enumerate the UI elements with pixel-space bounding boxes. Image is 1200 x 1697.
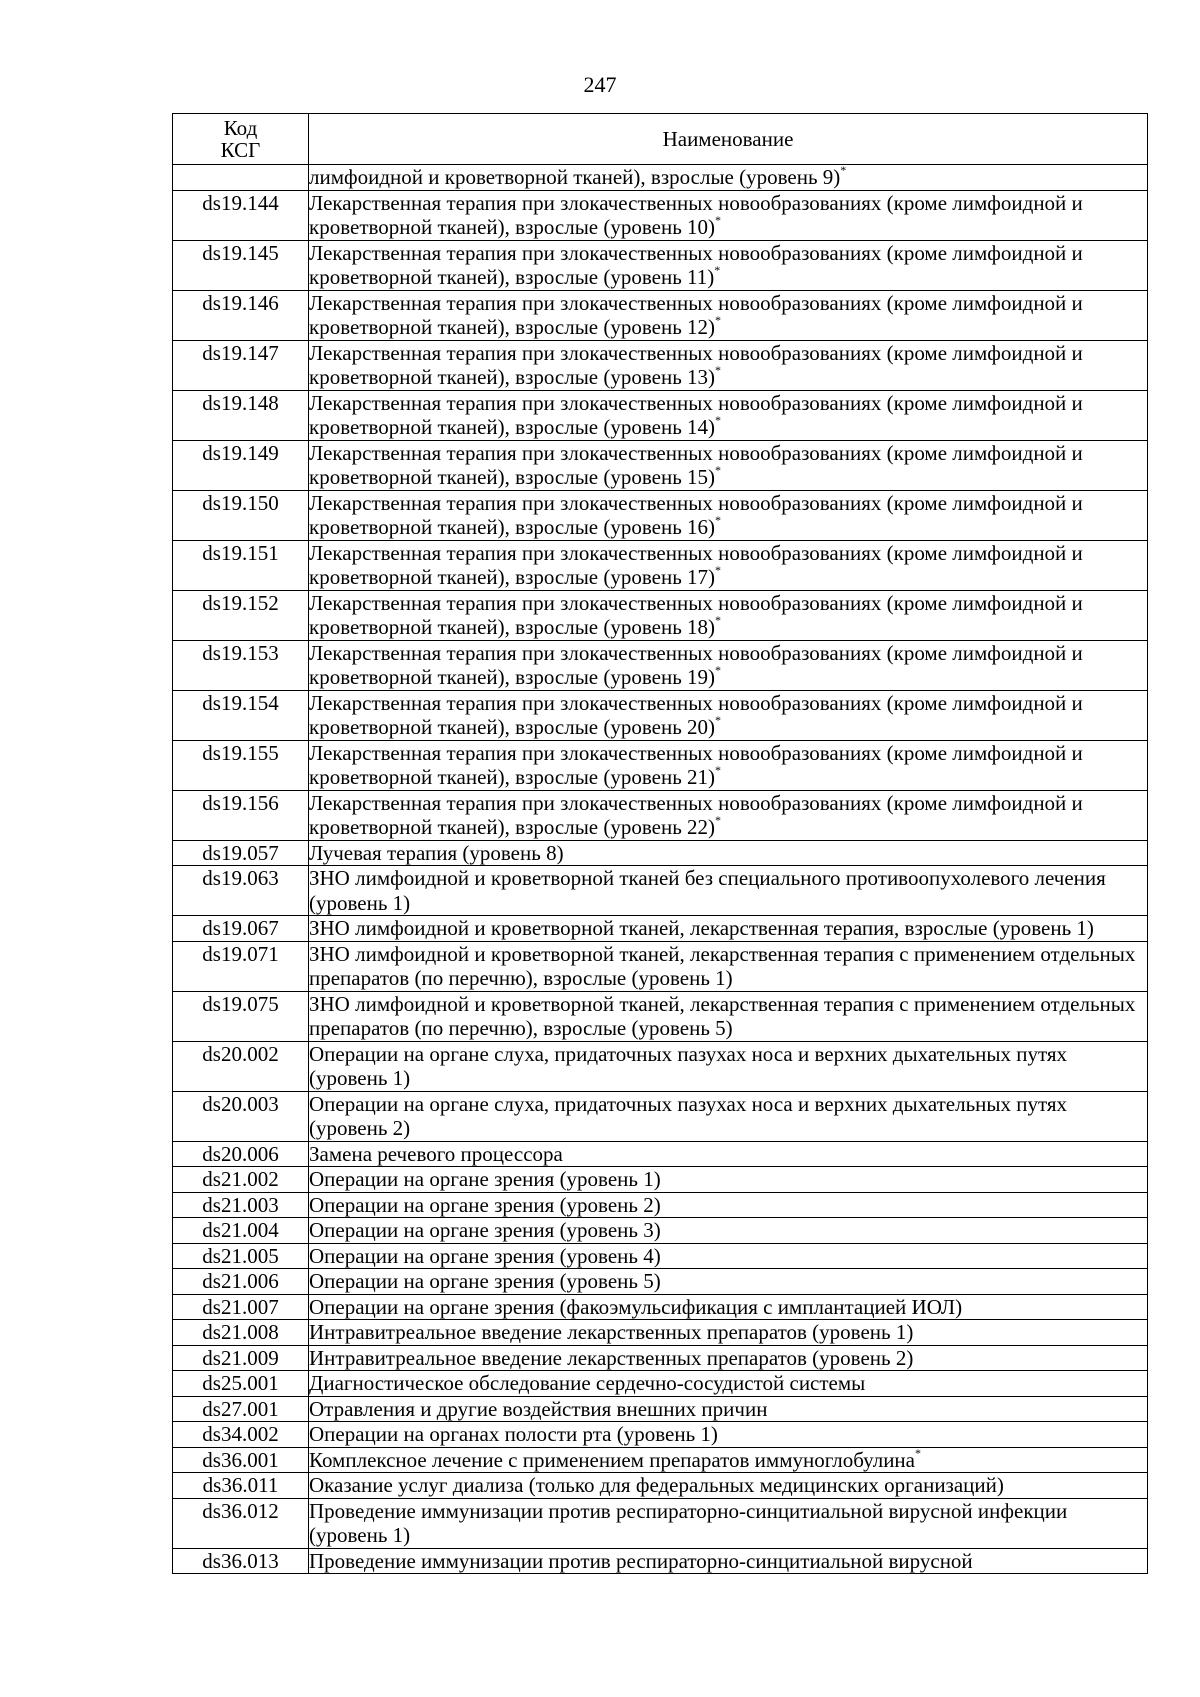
- table-row: [173, 165, 1148, 191]
- footnote-asterisk: *: [714, 263, 721, 277]
- ksg-name-text: Интравитреальное введение лекарственных препаратов (уровень 2): [309, 1345, 914, 1370]
- ksg-name-cell: [309, 840, 1148, 866]
- table-row: [173, 1167, 1148, 1193]
- table-row: [173, 1192, 1148, 1218]
- ksg-name-cell: [309, 1396, 1148, 1422]
- footnote-asterisk: *: [715, 613, 722, 627]
- ksg-code-cell: ds20.003: [173, 1091, 309, 1141]
- table-row: [173, 941, 1148, 991]
- ksg-name-text: Операции на органе слуха, придаточных пазухах носа и верхних дыхательных путях (уровень 2): [309, 1091, 1068, 1140]
- footnote-asterisk: *: [840, 163, 847, 177]
- ksg-name-text: Операции на органе зрения (уровень 4): [309, 1243, 661, 1268]
- footnote-asterisk: *: [715, 413, 722, 427]
- footnote-asterisk: *: [715, 463, 722, 477]
- ksg-code-cell: ds19.144: [173, 190, 309, 240]
- table-row: [173, 840, 1148, 866]
- table-row: [173, 640, 1148, 690]
- table-row: [173, 866, 1148, 916]
- ksg-name-text: Лучевая терапия (уровень 8): [309, 840, 564, 865]
- footnote-asterisk: *: [715, 663, 722, 677]
- header-code: [173, 114, 309, 165]
- ksg-code-cell: ds19.156: [173, 790, 309, 840]
- ksg-code-cell: ds19.151: [173, 540, 309, 590]
- table-row: [173, 1243, 1148, 1269]
- ksg-name-cell: [309, 340, 1148, 390]
- ksg-code-cell: ds34.002: [173, 1422, 309, 1448]
- ksg-name-text: Проведение иммунизации против респираторно-синцитиальной вирусной: [309, 1548, 973, 1573]
- ksg-name-text: лимфоидной и кроветворной тканей), взрослые (уровень 9): [309, 165, 841, 189]
- ksg-name-text: Операции на органе зрения (уровень 3): [309, 1218, 661, 1242]
- table-row: [173, 1141, 1148, 1167]
- table-row: [173, 190, 1148, 240]
- ksg-name-cell: [309, 1091, 1148, 1141]
- ksg-name-cell: [309, 190, 1148, 240]
- ksg-name-cell: [309, 1243, 1148, 1269]
- ksg-name-text: ЗНО лимфоидной и кроветворной тканей, лекарственная терапия с применением отдельных препаратов (по перечню), взрослые (уровень 1): [309, 941, 1136, 990]
- ksg-name-text: Лекарственная терапия при злокачественных новообразованиях (кроме лимфоидной и кроветворной тканей), взрослые (уровень 14): [309, 390, 1083, 439]
- footnote-asterisk: *: [715, 563, 722, 577]
- table-row: [173, 540, 1148, 590]
- ksg-name-cell: [309, 941, 1148, 991]
- table-row: [173, 390, 1148, 440]
- ksg-code-cell: ds20.002: [173, 1041, 309, 1091]
- ksg-code-cell: ds19.145: [173, 240, 309, 290]
- table-row: [173, 440, 1148, 490]
- table-row: [173, 1548, 1148, 1574]
- ksg-name-text: Операции на органе слуха, придаточных пазухах носа и верхних дыхательных путях (уровень 1): [309, 1041, 1068, 1090]
- ksg-name-text: ЗНО лимфоидной и кроветворной тканей без специального противоопухолевого лечения (уровень 1): [309, 866, 1106, 915]
- ksg-name-cell: [309, 1218, 1148, 1244]
- ksg-name-cell: [309, 740, 1148, 790]
- ksg-code-cell: ds19.155: [173, 740, 309, 790]
- ksg-name-cell: [309, 540, 1148, 590]
- ksg-name-cell: [309, 916, 1148, 942]
- ksg-name-text: Проведение иммунизации против респираторно-синцитиальной вирусной инфекции (уровень 1): [309, 1498, 1068, 1547]
- ksg-code-cell: ds19.154: [173, 690, 309, 740]
- table-row: [173, 1473, 1148, 1499]
- ksg-code-cell: ds36.012: [173, 1498, 309, 1548]
- header-code-line1: Код: [223, 116, 258, 140]
- ksg-name-text: ЗНО лимфоидной и кроветворной тканей, лекарственная терапия, взрослые (уровень 1): [309, 916, 1094, 940]
- ksg-code-cell: ds20.006: [173, 1141, 309, 1167]
- ksg-name-text: Лекарственная терапия при злокачественных новообразованиях (кроме лимфоидной и кроветворной тканей), взрослые (уровень 19): [309, 640, 1083, 689]
- ksg-name-cell: [309, 1320, 1148, 1346]
- ksg-name-text: ЗНО лимфоидной и кроветворной тканей, лекарственная терапия с применением отдельных препаратов (по перечню), взрослые (уровень 5): [309, 991, 1136, 1040]
- ksg-code-cell: ds21.002: [173, 1167, 309, 1193]
- header-code-line2: КСГ: [220, 138, 261, 162]
- footnote-asterisk: *: [715, 363, 722, 377]
- table-row: [173, 991, 1148, 1041]
- table-row: [173, 690, 1148, 740]
- table-row: [173, 1345, 1148, 1371]
- ksg-code-cell: ds21.009: [173, 1345, 309, 1371]
- ksg-name-text: Лекарственная терапия при злокачественных новообразованиях (кроме лимфоидной и кроветворной тканей), взрослые (уровень 17): [309, 540, 1083, 589]
- ksg-name-text: Операции на органе зрения (уровень 1): [309, 1167, 661, 1191]
- footnote-asterisk: *: [715, 713, 722, 727]
- ksg-code-cell: ds19.063: [173, 866, 309, 916]
- table-row: [173, 1041, 1148, 1091]
- ksg-code-cell: ds27.001: [173, 1396, 309, 1422]
- table-row: [173, 916, 1148, 942]
- ksg-code-cell: ds21.006: [173, 1269, 309, 1295]
- ksg-name-cell: [309, 1498, 1148, 1548]
- table-body: [173, 165, 1148, 1574]
- table-row: [173, 340, 1148, 390]
- ksg-name-text: Операции на органах полости рта (уровень 1): [309, 1422, 718, 1446]
- ksg-code-cell: ds19.153: [173, 640, 309, 690]
- ksg-code-cell: ds19.071: [173, 941, 309, 991]
- ksg-name-text: Операции на органе зрения (уровень 2): [309, 1192, 661, 1217]
- ksg-name-cell: [309, 390, 1148, 440]
- ksg-code-cell: ds19.149: [173, 440, 309, 490]
- ksg-name-text: Лекарственная терапия при злокачественных новообразованиях (кроме лимфоидной и кроветворной тканей), взрослые (уровень 12): [309, 290, 1083, 339]
- ksg-name-text: Лекарственная терапия при злокачественных новообразованиях (кроме лимфоидной и кроветворной тканей), взрослые (уровень 10): [309, 190, 1083, 239]
- page-number: 247: [583, 72, 617, 97]
- ksg-name-text: Лекарственная терапия при злокачественных новообразованиях (кроме лимфоидной и кроветворной тканей), взрослые (уровень 22): [309, 790, 1083, 839]
- table-header-row: [173, 114, 1148, 165]
- ksg-code-cell: ds19.057: [173, 840, 309, 866]
- ksg-name-cell: [309, 1345, 1148, 1371]
- ksg-name-cell: [309, 290, 1148, 340]
- ksg-code-cell: ds19.148: [173, 390, 309, 440]
- table-row: [173, 490, 1148, 540]
- ksg-name-text: Лекарственная терапия при злокачественных новообразованиях (кроме лимфоидной и кроветворной тканей), взрослые (уровень 16): [309, 490, 1083, 539]
- ksg-code-cell: ds21.007: [173, 1294, 309, 1320]
- ksg-name-cell: [309, 1422, 1148, 1448]
- ksg-table: [172, 113, 1148, 1574]
- ksg-name-text: Оказание услуг диализа (только для федеральных медицинских организаций): [309, 1473, 1004, 1497]
- ksg-name-text: Интравитреальное введение лекарственных препаратов (уровень 1): [309, 1320, 914, 1344]
- ksg-name-cell: [309, 690, 1148, 740]
- ksg-name-cell: [309, 1041, 1148, 1091]
- ksg-code-cell: ds19.147: [173, 340, 309, 390]
- ksg-name-text: Лекарственная терапия при злокачественных новообразованиях (кроме лимфоидной и кроветворной тканей), взрослые (уровень 11): [309, 240, 1083, 289]
- ksg-name-cell: [309, 1548, 1148, 1574]
- ksg-code-cell: ds21.003: [173, 1192, 309, 1218]
- ksg-name-text: Лекарственная терапия при злокачественных новообразованиях (кроме лимфоидной и кроветворной тканей), взрослые (уровень 13): [309, 340, 1083, 389]
- table-row: [173, 1498, 1148, 1548]
- ksg-name-text: Замена речевого процессора: [309, 1141, 563, 1166]
- ksg-name-cell: [309, 490, 1148, 540]
- ksg-code-cell: ds25.001: [173, 1371, 309, 1397]
- ksg-name-text: Лекарственная терапия при злокачественных новообразованиях (кроме лимфоидной и кроветворной тканей), взрослые (уровень 15): [309, 440, 1083, 489]
- ksg-name-cell: [309, 991, 1148, 1041]
- table-row: [173, 1447, 1148, 1473]
- ksg-code-cell: ds21.005: [173, 1243, 309, 1269]
- ksg-code-cell: ds19.150: [173, 490, 309, 540]
- ksg-name-cell: [309, 790, 1148, 840]
- ksg-name-cell: [309, 1192, 1148, 1218]
- ksg-name-text: Лекарственная терапия при злокачественных новообразованиях (кроме лимфоидной и кроветворной тканей), взрослые (уровень 20): [309, 690, 1083, 739]
- ksg-code-cell: ds19.152: [173, 590, 309, 640]
- ksg-name-cell: [309, 240, 1148, 290]
- ksg-code-cell: [173, 165, 309, 191]
- table-row: [173, 1294, 1148, 1320]
- ksg-code-cell: ds21.004: [173, 1218, 309, 1244]
- ksg-name-text: Отравления и другие воздействия внешних причин: [309, 1396, 768, 1421]
- table-row: [173, 1422, 1148, 1448]
- table-row: [173, 1396, 1148, 1422]
- ksg-name-cell: [309, 1473, 1148, 1499]
- ksg-name-text: Операции на органе зрения (уровень 5): [309, 1269, 661, 1293]
- ksg-name-cell: [309, 590, 1148, 640]
- ksg-name-cell: [309, 1269, 1148, 1295]
- ksg-code-cell: ds19.067: [173, 916, 309, 942]
- table-row: [173, 1371, 1148, 1397]
- ksg-name-text: Операции на органе зрения (факоэмульсификация с имплантацией ИОЛ): [309, 1294, 963, 1319]
- ksg-code-cell: ds36.013: [173, 1548, 309, 1574]
- footnote-asterisk: *: [715, 763, 722, 777]
- ksg-name-text: Лекарственная терапия при злокачественных новообразованиях (кроме лимфоидной и кроветворной тканей), взрослые (уровень 21): [309, 740, 1083, 789]
- ksg-code-cell: ds19.075: [173, 991, 309, 1041]
- ksg-name-cell: [309, 1447, 1148, 1473]
- table-row: [173, 790, 1148, 840]
- ksg-name-text: Диагностическое обследование сердечно-сосудистой системы: [309, 1371, 866, 1395]
- ksg-name-cell: [309, 640, 1148, 690]
- table-row: [173, 1320, 1148, 1346]
- table-row: [173, 290, 1148, 340]
- ksg-code-cell: ds19.146: [173, 290, 309, 340]
- footnote-asterisk: *: [715, 213, 722, 227]
- ksg-name-cell: [309, 1294, 1148, 1320]
- ksg-code-cell: ds36.001: [173, 1447, 309, 1473]
- ksg-name-cell: [309, 440, 1148, 490]
- footnote-asterisk: *: [715, 513, 722, 527]
- table-row: [173, 1091, 1148, 1141]
- ksg-name-text: Лекарственная терапия при злокачественных новообразованиях (кроме лимфоидной и кроветворной тканей), взрослые (уровень 18): [309, 590, 1083, 639]
- table-row: [173, 240, 1148, 290]
- table-row: [173, 1269, 1148, 1295]
- table-row: [173, 1218, 1148, 1244]
- ksg-code-cell: ds36.011: [173, 1473, 309, 1499]
- table-row: [173, 590, 1148, 640]
- header-name: Наименование: [309, 114, 1148, 165]
- ksg-name-cell: [309, 866, 1148, 916]
- ksg-name-cell: [309, 165, 1148, 191]
- ksg-code-cell: ds21.008: [173, 1320, 309, 1346]
- footnote-asterisk: *: [715, 313, 722, 327]
- ksg-name-text: Комплексное лечение с применением препаратов иммуноглобулина: [309, 1447, 915, 1472]
- ksg-name-cell: [309, 1141, 1148, 1167]
- table-row: [173, 740, 1148, 790]
- ksg-name-cell: [309, 1167, 1148, 1193]
- ksg-name-cell: [309, 1371, 1148, 1397]
- footnote-asterisk: *: [715, 813, 722, 827]
- footnote-asterisk: *: [915, 1445, 921, 1460]
